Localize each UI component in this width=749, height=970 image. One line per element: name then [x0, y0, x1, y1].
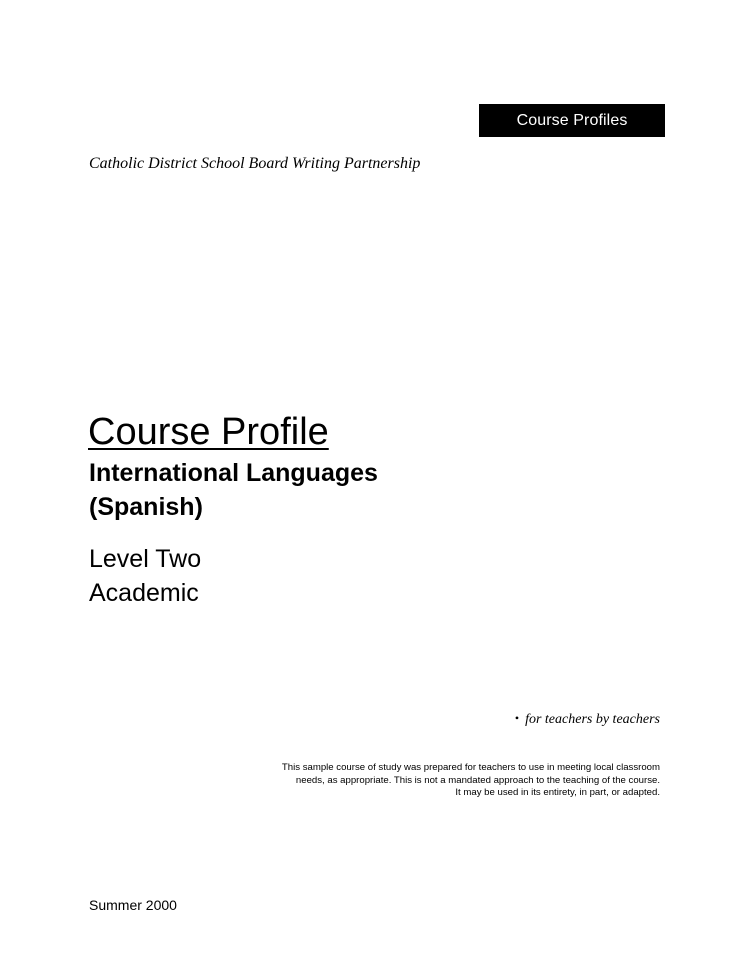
- level-line-2: Academic: [89, 579, 199, 607]
- subject-line-2: (Spanish): [89, 493, 203, 521]
- tagline: [515, 709, 660, 730]
- bullet-icon: •: [514, 711, 520, 725]
- disclaimer-line-1: This sample course of study was prepared for teachers to use in meeting local classroom: [281, 762, 660, 773]
- publication-date: Summer 2000: [89, 897, 177, 913]
- page-title: Course Profile: [88, 411, 329, 453]
- partnership-line: Catholic District School Board Writing Partnership: [89, 155, 421, 172]
- disclaimer-line-2: needs, as appropriate. This is not a mandated approach to the teaching of the course.: [295, 774, 660, 786]
- course-level: [89, 542, 201, 610]
- disclaimer: [200, 762, 660, 800]
- subject-line-1: International Languages: [89, 459, 378, 487]
- tagline-text: for teachers by teachers: [525, 712, 660, 727]
- level-line-1: Level Two: [89, 545, 202, 573]
- course-profiles-badge: Course Profiles: [479, 104, 665, 137]
- course-subject: [89, 456, 378, 524]
- disclaimer-line-3: It may be used in its entirety, in part, or adapted.: [455, 787, 660, 798]
